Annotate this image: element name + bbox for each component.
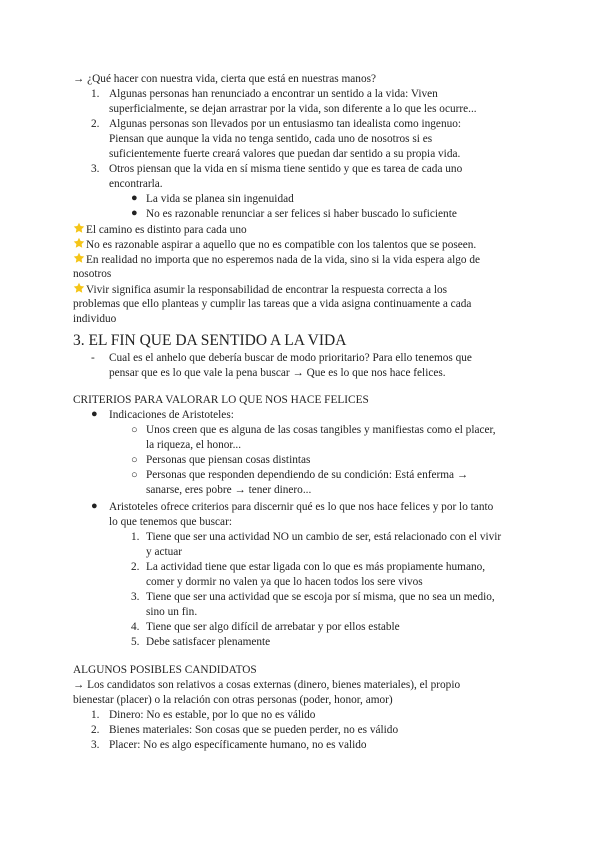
bullet-text: Indicaciones de Aristoteles: — [109, 409, 234, 421]
sub-bullet-text: sanarse, eres pobre → tener dinero... — [146, 484, 312, 496]
bullet-disc: ● — [91, 408, 98, 420]
star-note-text: El camino es distinto para cada uno — [86, 224, 247, 236]
list-number: 1. — [131, 531, 140, 543]
list-item-text: y actuar — [146, 546, 183, 558]
star-icon — [73, 222, 85, 234]
sub-bullet-text: Personas que piensan cosas distintas — [146, 454, 311, 466]
sub-bullet-text: La vida se planea sin ingenuidad — [146, 193, 294, 205]
sub-bullet-text: la riqueza, el honor... — [146, 439, 242, 451]
list-number: 4. — [131, 621, 140, 633]
list-number: 5. — [131, 636, 140, 648]
list-number: 3. — [91, 739, 100, 751]
list-item-text: Tiene que ser una actividad NO un cambio de ser, está relacionado con el vivir — [146, 531, 502, 543]
list-item-text: Algunas personas son llevados por un entusiasmo tan idealista como ingenuo: — [109, 118, 462, 130]
list-number: 2. — [91, 724, 100, 736]
star-note-text: nosotros — [73, 268, 112, 280]
bullet-circle: ○ — [131, 469, 138, 481]
bullet-disc: ● — [131, 192, 138, 204]
star-icon — [73, 237, 85, 249]
list-item-text: Piensan que aunque la vida no tenga sentido, cada uno de nosotros si es — [109, 133, 433, 145]
list-item-text: superficialmente, se dejan arrastrar por la vida, son diferente a lo que les ocurre... — [109, 103, 477, 115]
list-item-text: Tiene que ser algo difícil de arrebatar y por ellos estable — [146, 621, 400, 633]
list-item-text: Otros piensan que la vida en sí misma tiene sentido y que es tarea de cada uno — [109, 163, 463, 175]
list-item-text: Dinero: No es estable, por lo que no es válido — [109, 709, 316, 721]
list-item-text: Algunas personas han renunciado a encontrar un sentido a la vida: Viven — [109, 88, 438, 100]
star-note-text: No es razonable aspirar a aquello que no es compatible con los talentos que se poseen. — [86, 239, 477, 251]
star-note-text: Vivir significa asumir la responsabilidad de encontrar la respuesta correcta a los — [86, 284, 447, 296]
section-text: pensar que es lo que vale la pena buscar → Que es lo que nos hace felices. — [109, 367, 446, 379]
sub-bullet-text: No es razonable renunciar a ser felices si haber buscado lo suficiente — [146, 208, 457, 220]
bullet-circle: ○ — [131, 424, 138, 436]
star-note — [73, 252, 480, 268]
bullet-text: lo que tenemos que buscar: — [109, 516, 232, 528]
bullet-text: Aristoteles ofrece criterios para discernir qué es lo que nos hace felices y por lo tanto — [109, 501, 494, 513]
candidatos-text: bienestar (placer) o la relación con otras personas (poder, honor, amor) — [73, 694, 393, 706]
star-note — [73, 222, 247, 238]
star-note-text: En realidad no importa que no esperemos nada de la vida, sino si la vida espera algo de — [86, 254, 481, 266]
sub-bullet-text: Unos creen que es alguna de las cosas tangibles y manifiestas como el placer, — [146, 424, 496, 436]
bullet-disc: ● — [91, 500, 98, 512]
list-item-text: sino un fin. — [146, 606, 198, 618]
dash-marker: - — [91, 352, 95, 364]
candidatos-text: → Los candidatos son relativos a cosas externas (dinero, bienes materiales), el propio — [73, 679, 461, 691]
list-number: 2. — [91, 118, 100, 130]
list-item-text: La actividad tiene que estar ligada con lo que es más propiamente humano, — [146, 561, 486, 573]
list-number: 1. — [91, 709, 100, 721]
star-icon — [73, 282, 85, 294]
criterios-title: CRITERIOS PARA VALORAR LO QUE NOS HACE FELICES — [73, 394, 369, 406]
star-note-text: problemas que ello planteas y cumplir las tareas que a vida asigna continuamente a cada — [73, 298, 472, 310]
list-number: 3. — [131, 591, 140, 603]
star-icon — [73, 252, 85, 264]
star-note — [73, 282, 447, 298]
list-item-text: encontrarla. — [109, 178, 163, 190]
list-item-text: Placer: No es algo específicamente humano, no es valido — [109, 739, 367, 751]
list-item-text: Bienes materiales: Son cosas que se pueden perder, no es válido — [109, 724, 399, 736]
list-item-text: comer y dormir no valen ya que lo hacen todos los sere vivos — [146, 576, 423, 588]
list-number: 1. — [91, 88, 100, 100]
candidatos-title: ALGUNOS POSIBLES CANDIDATOS — [73, 664, 257, 676]
list-number: 2. — [131, 561, 140, 573]
bullet-disc: ● — [131, 207, 138, 219]
bullet-circle: ○ — [131, 454, 138, 466]
list-item-text: suficientemente fuerte creará valores que puedan dar sentido a su propia vida. — [109, 148, 461, 160]
star-note — [73, 237, 476, 253]
intro-question: → ¿Qué hacer con nuestra vida, cierta que está en nuestras manos? — [73, 73, 377, 85]
section-heading: 3. EL FIN QUE DA SENTIDO A LA VIDA — [73, 332, 347, 349]
section-text: Cual es el anhelo que debería buscar de modo prioritario? Para ello tenemos que — [109, 352, 472, 364]
list-item-text: Debe satisfacer plenamente — [146, 636, 271, 648]
list-number: 3. — [91, 163, 100, 175]
list-item-text: Tiene que ser una actividad que se escoja por sí misma, que no sea un medio, — [146, 591, 495, 603]
sub-bullet-text: Personas que responden dependiendo de su condición: Está enferma → — [146, 469, 469, 481]
star-note-text: individuo — [73, 313, 117, 325]
